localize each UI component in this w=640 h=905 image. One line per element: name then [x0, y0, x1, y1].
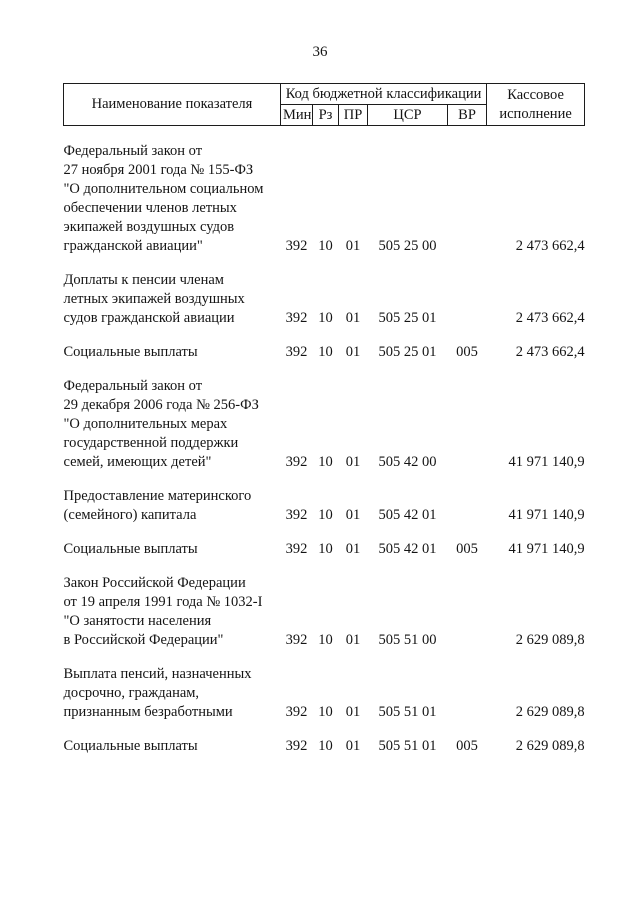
row-rz-code: 10 — [318, 310, 333, 326]
row-pr-code: 01 — [345, 738, 361, 754]
row-indicator-name: Закон Российской Федерации от 19 апреля 1991 года № 1032-I "О занятости населения в Российской Федерации" — [63, 575, 263, 648]
row-vr-code — [448, 126, 487, 257]
header-budget-code-group: Код бюджетной классификации — [281, 84, 487, 105]
row-csr-code: 505 42 01 — [378, 507, 437, 523]
row-vr-code: 005 — [456, 738, 478, 754]
row-csr-code: 505 25 00 — [378, 238, 437, 254]
row-pr-code: 01 — [345, 238, 361, 254]
row-pr-code: 01 — [345, 344, 361, 360]
row-min-code: 392 — [285, 310, 308, 326]
row-indicator-name: Социальные выплаты — [63, 344, 198, 360]
row-rz-code: 10 — [318, 704, 333, 720]
row-cash-amount: 41 971 140,9 — [508, 454, 585, 470]
row-pr-code: 01 — [345, 310, 361, 326]
row-rz-code: 10 — [318, 454, 333, 470]
row-pr-code: 01 — [345, 507, 361, 523]
row-cash-amount: 41 971 140,9 — [508, 541, 585, 557]
row-cash-amount: 2 473 662,4 — [515, 238, 585, 254]
row-csr-code: 505 51 01 — [378, 704, 437, 720]
row-rz-code: 10 — [318, 738, 333, 754]
row-csr-code: 505 51 00 — [378, 632, 437, 648]
page-number: 36 — [312, 44, 328, 60]
row-rz-code: 10 — [318, 632, 333, 648]
row-vr-code — [448, 559, 487, 650]
row-min-code: 392 — [285, 344, 308, 360]
row-pr-code: 01 — [345, 704, 361, 720]
row-indicator-name: Федеральный закон от 27 ноября 2001 года № 155-ФЗ "О дополнительном социальном обеспечении членов летных экипажей воздушных судов гражданской авиации" — [63, 143, 264, 254]
header-code-col: Мин — [281, 105, 313, 126]
table-row — [64, 722, 585, 756]
row-min-code: 392 — [285, 541, 308, 557]
table-row — [64, 559, 585, 650]
row-vr-code: 005 — [456, 541, 478, 557]
budget-table — [63, 83, 585, 756]
header-code-col: ЦСР — [368, 105, 448, 126]
table-row — [64, 525, 585, 559]
row-pr-code: 01 — [345, 632, 361, 648]
row-csr-code: 505 42 01 — [378, 541, 437, 557]
row-vr-code — [448, 256, 487, 328]
row-cash-amount: 2 473 662,4 — [515, 310, 585, 326]
row-csr-code: 505 42 00 — [378, 454, 437, 470]
header-indicator-name: Наименование показателя — [64, 84, 281, 126]
row-min-code: 392 — [285, 454, 308, 470]
row-indicator-name: Выплата пенсий, назначенных досрочно, гражданам, признанным безработными — [63, 666, 252, 720]
header-cash-execution: Кассовое исполнение — [487, 84, 585, 126]
row-cash-amount: 2 629 089,8 — [515, 738, 585, 754]
row-vr-code: 005 — [456, 344, 478, 360]
row-rz-code: 10 — [318, 344, 333, 360]
table-row — [64, 126, 585, 257]
row-pr-code: 01 — [345, 454, 361, 470]
row-csr-code: 505 51 01 — [378, 738, 437, 754]
header-code-col: ВР — [448, 105, 487, 126]
row-vr-code — [448, 650, 487, 722]
table-body — [64, 126, 585, 757]
row-indicator-name: Предоставление материнского (семейного) капитала — [63, 488, 252, 523]
row-cash-amount: 2 629 089,8 — [515, 704, 585, 720]
row-min-code: 392 — [285, 738, 308, 754]
row-csr-code: 505 25 01 — [378, 344, 437, 360]
row-min-code: 392 — [285, 632, 308, 648]
header-code-col: Рз — [313, 105, 339, 126]
row-rz-code: 10 — [318, 541, 333, 557]
row-indicator-name: Социальные выплаты — [63, 541, 198, 557]
table-row — [64, 650, 585, 722]
row-rz-code: 10 — [318, 507, 333, 523]
row-indicator-name: Доплаты к пенсии членам летных экипажей воздушных судов гражданской авиации — [63, 272, 245, 326]
row-csr-code: 505 25 01 — [378, 310, 437, 326]
row-indicator-name: Федеральный закон от 29 декабря 2006 года № 256-ФЗ "О дополнительных мерах государственной поддержки семей, имеющих детей" — [63, 378, 259, 470]
row-min-code: 392 — [285, 507, 308, 523]
row-cash-amount: 2 473 662,4 — [515, 344, 585, 360]
table-row — [64, 328, 585, 362]
table-row — [64, 472, 585, 525]
row-vr-code — [448, 472, 487, 525]
row-cash-amount: 2 629 089,8 — [515, 632, 585, 648]
header-code-col: ПР — [339, 105, 368, 126]
row-vr-code — [448, 362, 487, 472]
row-indicator-name: Социальные выплаты — [63, 738, 198, 754]
row-cash-amount: 41 971 140,9 — [508, 507, 585, 523]
row-min-code: 392 — [285, 704, 308, 720]
row-pr-code: 01 — [345, 541, 361, 557]
table-header — [64, 84, 585, 126]
table-row — [64, 362, 585, 472]
row-min-code: 392 — [285, 238, 308, 254]
row-rz-code: 10 — [318, 238, 333, 254]
table-row — [64, 256, 585, 328]
